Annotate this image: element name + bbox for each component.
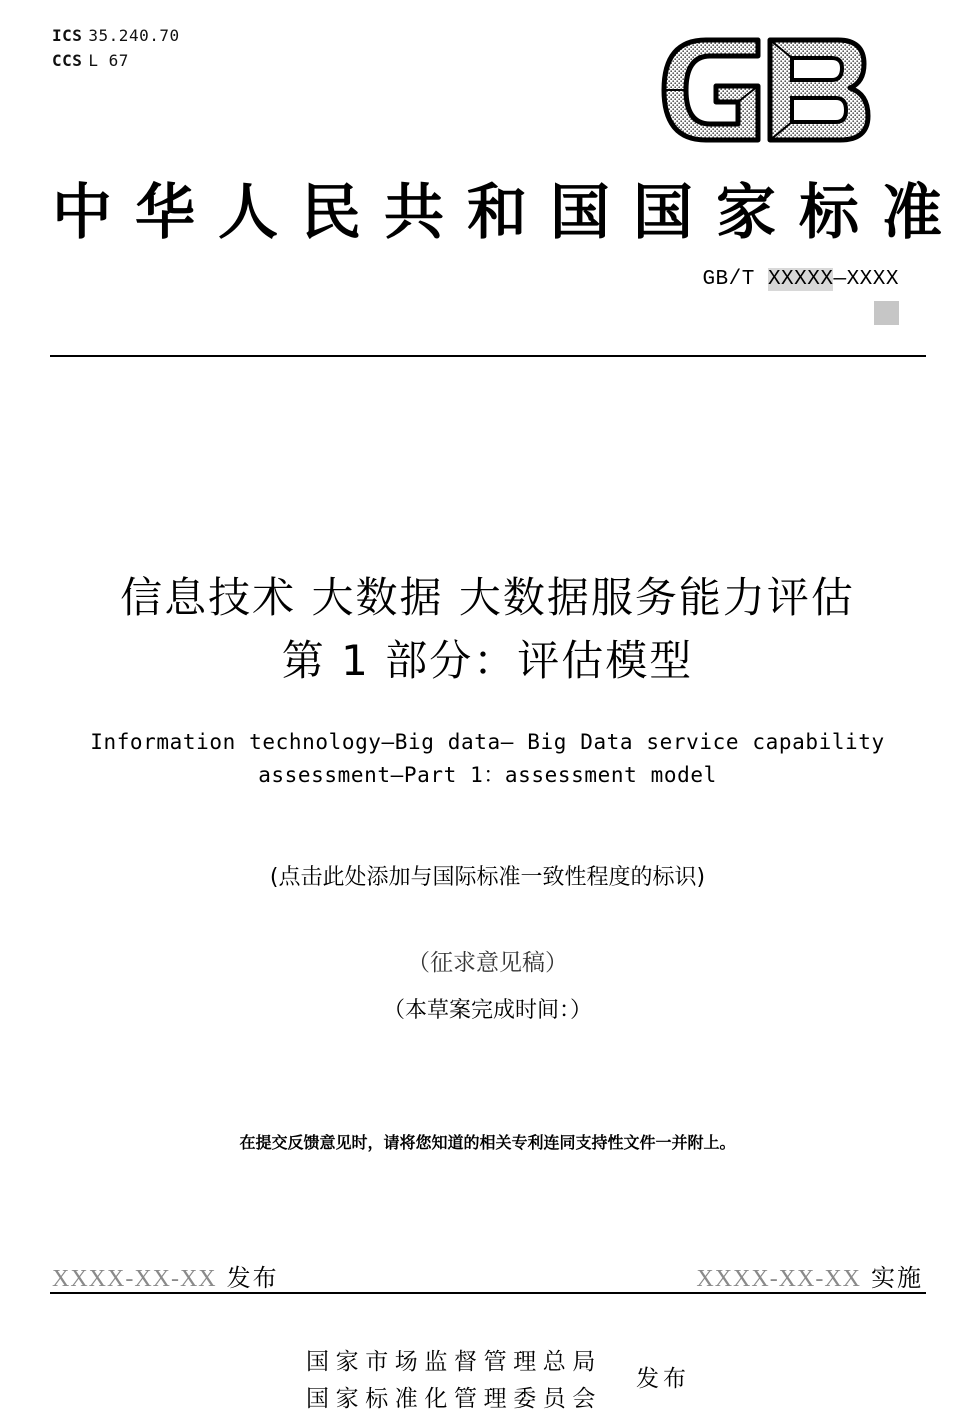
feedback-note: 在提交反馈意见时，请将您知道的相关专利连同支持性文件一并附上。 — [239, 1133, 736, 1152]
gb-logo — [660, 36, 872, 144]
issuer-samr: 国家市场监督管理总局 — [306, 1349, 602, 1375]
issuer-sac: 国家标准化管理委员会 — [306, 1386, 602, 1412]
ccs-label: CCS — [52, 51, 83, 70]
ics-label: ICS — [52, 26, 83, 45]
title-en-line-1: Information technology–Big data– Big Data service capability — [90, 730, 885, 754]
gb-logo-mark — [660, 36, 872, 144]
draft-completion-time: （本草案完成时间：） — [382, 998, 592, 1023]
implement-date-line — [696, 1258, 923, 1293]
title-zh-line-2: 第 1 部分：评估模型 — [281, 636, 694, 685]
standard-separator: — — [833, 268, 847, 291]
implement-date[interactable]: XXXX-XX-XX — [696, 1266, 861, 1292]
standard-number — [702, 268, 899, 291]
title-zh-line-1: 信息技术 大数据 大数据服务能力评估 — [120, 573, 855, 622]
publish-label: 发布 — [226, 1264, 279, 1292]
ccs-value: L 67 — [88, 51, 129, 70]
publish-date[interactable]: XXXX-XX-XX — [52, 1266, 217, 1292]
placeholder-field-box[interactable] — [874, 301, 899, 325]
standard-number-placeholder[interactable]: XXXXX — [767, 268, 834, 291]
header-divider — [50, 355, 926, 357]
standard-prefix: GB/T — [702, 268, 768, 291]
implement-label: 实施 — [871, 1264, 923, 1292]
publish-date-line — [52, 1258, 279, 1293]
ccs-code — [52, 51, 129, 70]
footer-divider — [50, 1292, 926, 1294]
draft-stage: （征求意见稿） — [407, 950, 568, 976]
ics-code — [52, 26, 180, 45]
national-standard-title: 中华人民共和国国家标准 — [52, 178, 965, 248]
standard-year: XXXX — [846, 268, 899, 291]
issue-label: 发布 — [636, 1366, 690, 1392]
ics-value: 35.240.70 — [88, 26, 180, 45]
title-en-line-2: assessment–Part 1：assessment model — [258, 763, 717, 787]
conformity-placeholder[interactable]: (点击此处添加与国际标准一致性程度的标识) — [269, 865, 706, 890]
